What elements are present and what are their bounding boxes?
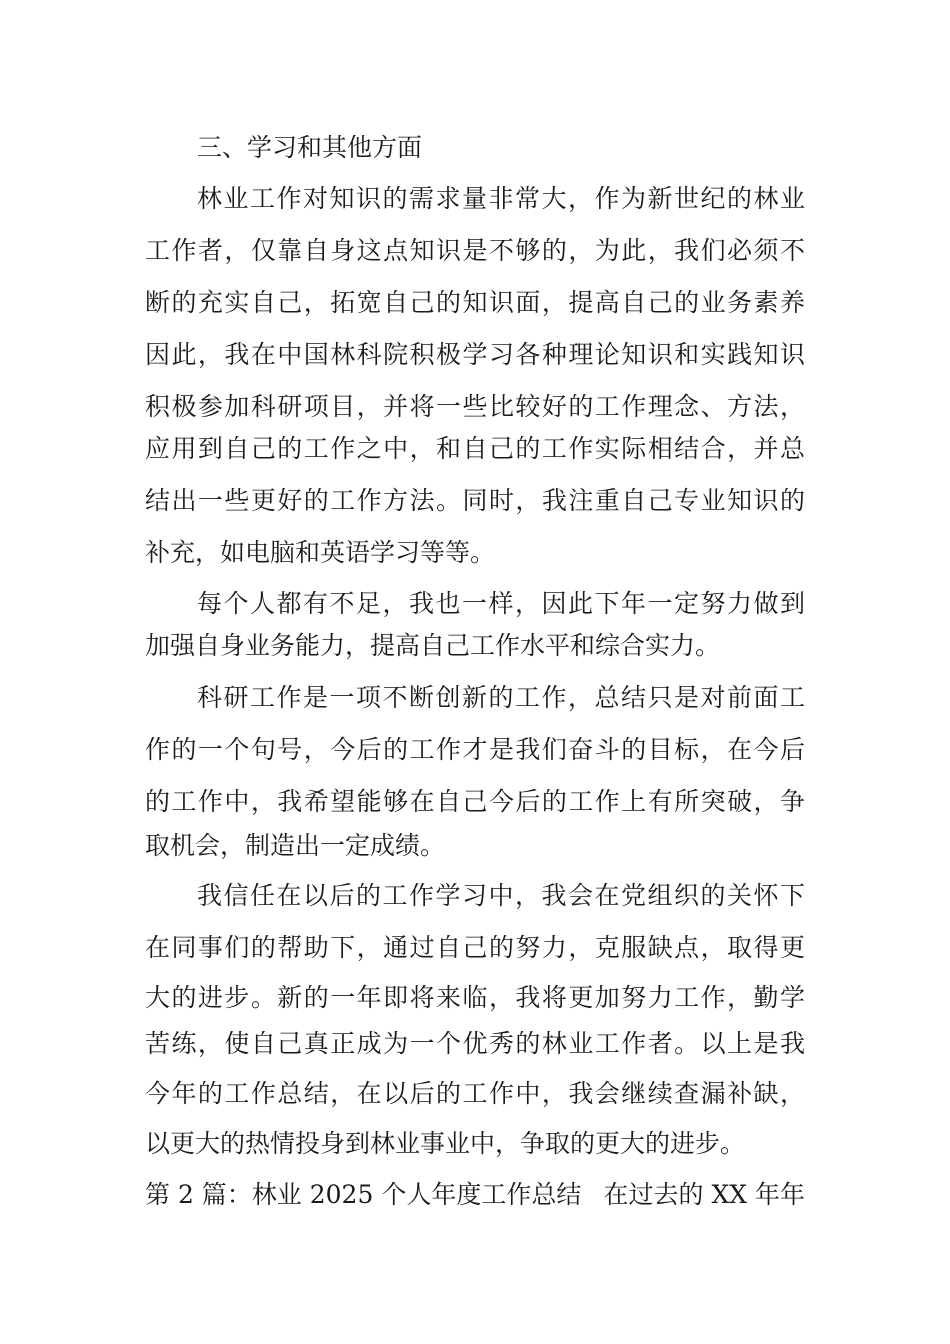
paragraph-line: 断的充实自己，拓宽自己的知识面，提高自己的业务素养 bbox=[145, 288, 805, 317]
paragraph-line: 苦练，使自己真正成为一个优秀的林业工作者。以上是我 bbox=[145, 1029, 805, 1058]
paragraph-line: 作的一个句号，今后的工作才是我们奋斗的目标，在今后 bbox=[145, 735, 805, 764]
paragraph-line: 的工作中，我希望能够在自己今后的工作上有所突破，争 bbox=[145, 787, 805, 816]
paragraph-line: 加强自身业务能力，提高自己工作水平和综合实力。 bbox=[145, 631, 721, 660]
paragraph-line: 大的进步。新的一年即将来临，我将更加努力工作，勤学 bbox=[145, 983, 805, 1012]
paragraph-line: 我信任在以后的工作学习中，我会在党组织的关怀下 bbox=[197, 881, 805, 910]
next-article-title: 第 2 篇：林业 2025 个人年度工作总结 bbox=[145, 1180, 582, 1209]
next-article-excerpt: 在过去的 XX 年年 bbox=[603, 1180, 805, 1209]
paragraph-line: 林业工作对知识的需求量非常大，作为新世纪的林业 bbox=[197, 184, 805, 213]
paragraph-line: 取机会，制造出一定成绩。 bbox=[145, 831, 446, 860]
paragraph-line: 积极参加科研项目，并将一些比较好的工作理念、方法， bbox=[145, 392, 805, 421]
paragraph-line: 以更大的热情投身到林业事业中，争取的更大的进步。 bbox=[145, 1129, 746, 1158]
next-article-line bbox=[145, 1179, 805, 1211]
paragraph-line: 补充，如电脑和英语学习等等。 bbox=[145, 538, 496, 567]
paragraph-line: 今年的工作总结，在以后的工作中，我会继续查漏补缺， bbox=[145, 1079, 805, 1108]
paragraph-line: 科研工作是一项不断创新的工作，总结只是对前面工 bbox=[197, 683, 805, 712]
paragraph-line: 结出一些更好的工作方法。同时，我注重自己专业知识的 bbox=[145, 486, 805, 515]
paragraph-line: 工作者，仅靠自身这点知识是不够的，为此，我们必须不 bbox=[145, 236, 805, 265]
paragraph-line: 因此，我在中国林科院积极学习各种理论知识和实践知识 bbox=[145, 340, 805, 369]
section-heading: 三、学习和其他方面 bbox=[197, 133, 423, 162]
paragraph-line: 在同事们的帮助下，通过自己的努力，克服缺点，取得更 bbox=[145, 933, 805, 962]
paragraph-line: 应用到自己的工作之中，和自己的工作实际相结合，并总 bbox=[145, 434, 805, 463]
paragraph-line: 每个人都有不足，我也一样，因此下年一定努力做到 bbox=[197, 589, 805, 618]
